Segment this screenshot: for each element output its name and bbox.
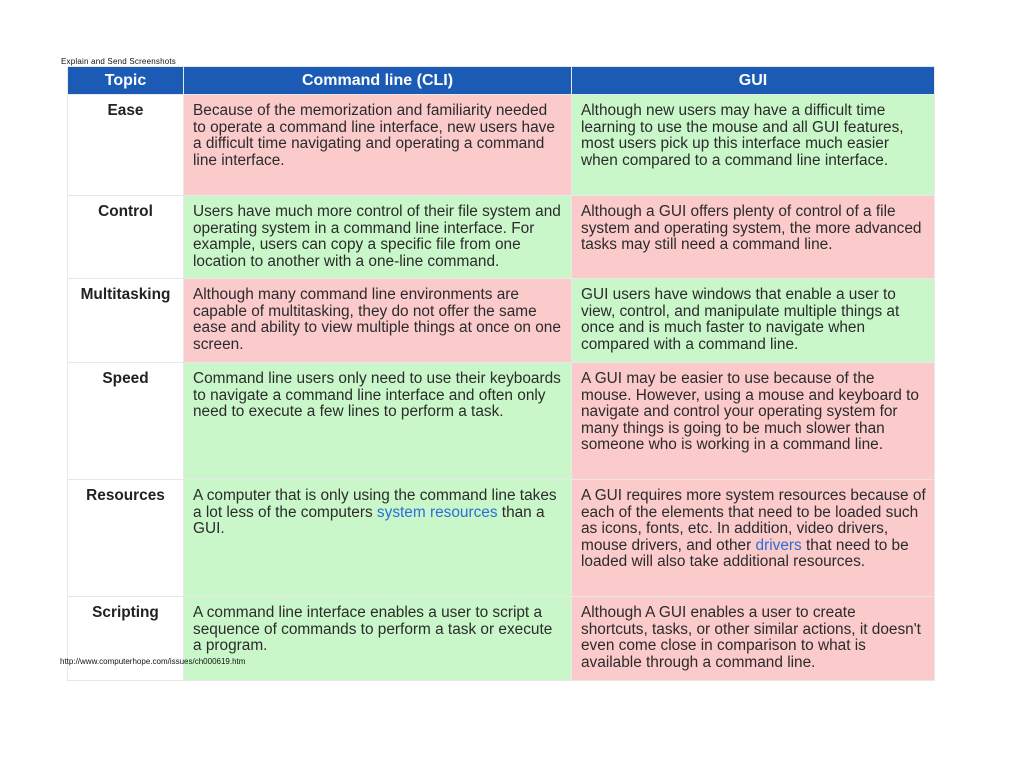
source-url: http://www.computerhope.com/issues/ch000619.htm [60, 657, 246, 666]
topic-cell: Multitasking [68, 279, 184, 363]
cli-cell: Although many command line environments are capable of multitasking, they do not offer the same ease and ability to view multiple things at once on one screen. [184, 279, 572, 363]
page-label: Explain and Send Screenshots [61, 57, 177, 66]
topic-cell: Scripting [68, 597, 184, 681]
gui-cell: Although new users may have a difficult time learning to use the mouse and all GUI features, most users pick up this interface much easier when compared to a command line interface. [572, 95, 935, 196]
gui-text-after: that need to be loaded will also take additional resources. [581, 536, 909, 571]
table-row-multitasking [68, 279, 935, 363]
gui-cell: GUI users have windows that enable a user to view, control, and manipulate multiple things at once and is much faster to navigate when compared with a command line. [572, 279, 935, 363]
cli-text-after: than a GUI. [193, 503, 545, 538]
table-row-control [68, 196, 935, 279]
header-gui: GUI [572, 67, 935, 95]
comparison-table [67, 66, 935, 681]
table-row-ease [68, 95, 935, 196]
gui-cell: A GUI may be easier to use because of the mouse. However, using a mouse and keyboard to navigate and control your operating system for many things is going to be much slower than someone who is working in a command line. [572, 363, 935, 480]
topic-cell: Control [68, 196, 184, 279]
drivers-link[interactable]: drivers [755, 536, 802, 554]
cli-cell: A command line interface enables a user to script a sequence of commands to perform a task or execute a program. [184, 597, 572, 681]
cli-cell [184, 480, 572, 597]
cli-cell: Because of the memorization and familiarity needed to operate a command line interface, new users have a difficult time navigating and operating a command line interface. [184, 95, 572, 196]
table-row-resources [68, 480, 935, 597]
gui-cell: Although A GUI enables a user to create shortcuts, tasks, or other similar actions, it doesn't even come close in comparison to what is available through a command line. [572, 597, 935, 681]
table-row-scripting [68, 597, 935, 681]
table-row-speed [68, 363, 935, 480]
cli-text-before: A computer that is only using the command line takes a lot less of the computers [193, 487, 557, 521]
gui-text-before: A GUI requires more system resources because of each of the elements that need to be loaded such as icons, fonts, etc. In addition, video drivers, mouse drivers, and other [581, 487, 926, 554]
cli-cell: Command line users only need to use their keyboards to navigate a command line interface and often only need to execute a few lines to perform a task. [184, 363, 572, 480]
header-topic: Topic [68, 67, 184, 95]
header-cli: Command line (CLI) [184, 67, 572, 95]
topic-cell: Resources [68, 480, 184, 597]
gui-cell [572, 480, 935, 597]
system-resources-link[interactable]: system resources [376, 503, 498, 521]
gui-cell: Although a GUI offers plenty of control of a file system and operating system, the more advanced tasks may still need a command line. [572, 196, 935, 279]
cli-cell: Users have much more control of their file system and operating system in a command line interface. For example, users can copy a specific file from one location to another with a one-line command. [184, 196, 572, 279]
topic-cell: Speed [68, 363, 184, 480]
topic-cell: Ease [68, 95, 184, 196]
table-header-row [68, 67, 935, 95]
